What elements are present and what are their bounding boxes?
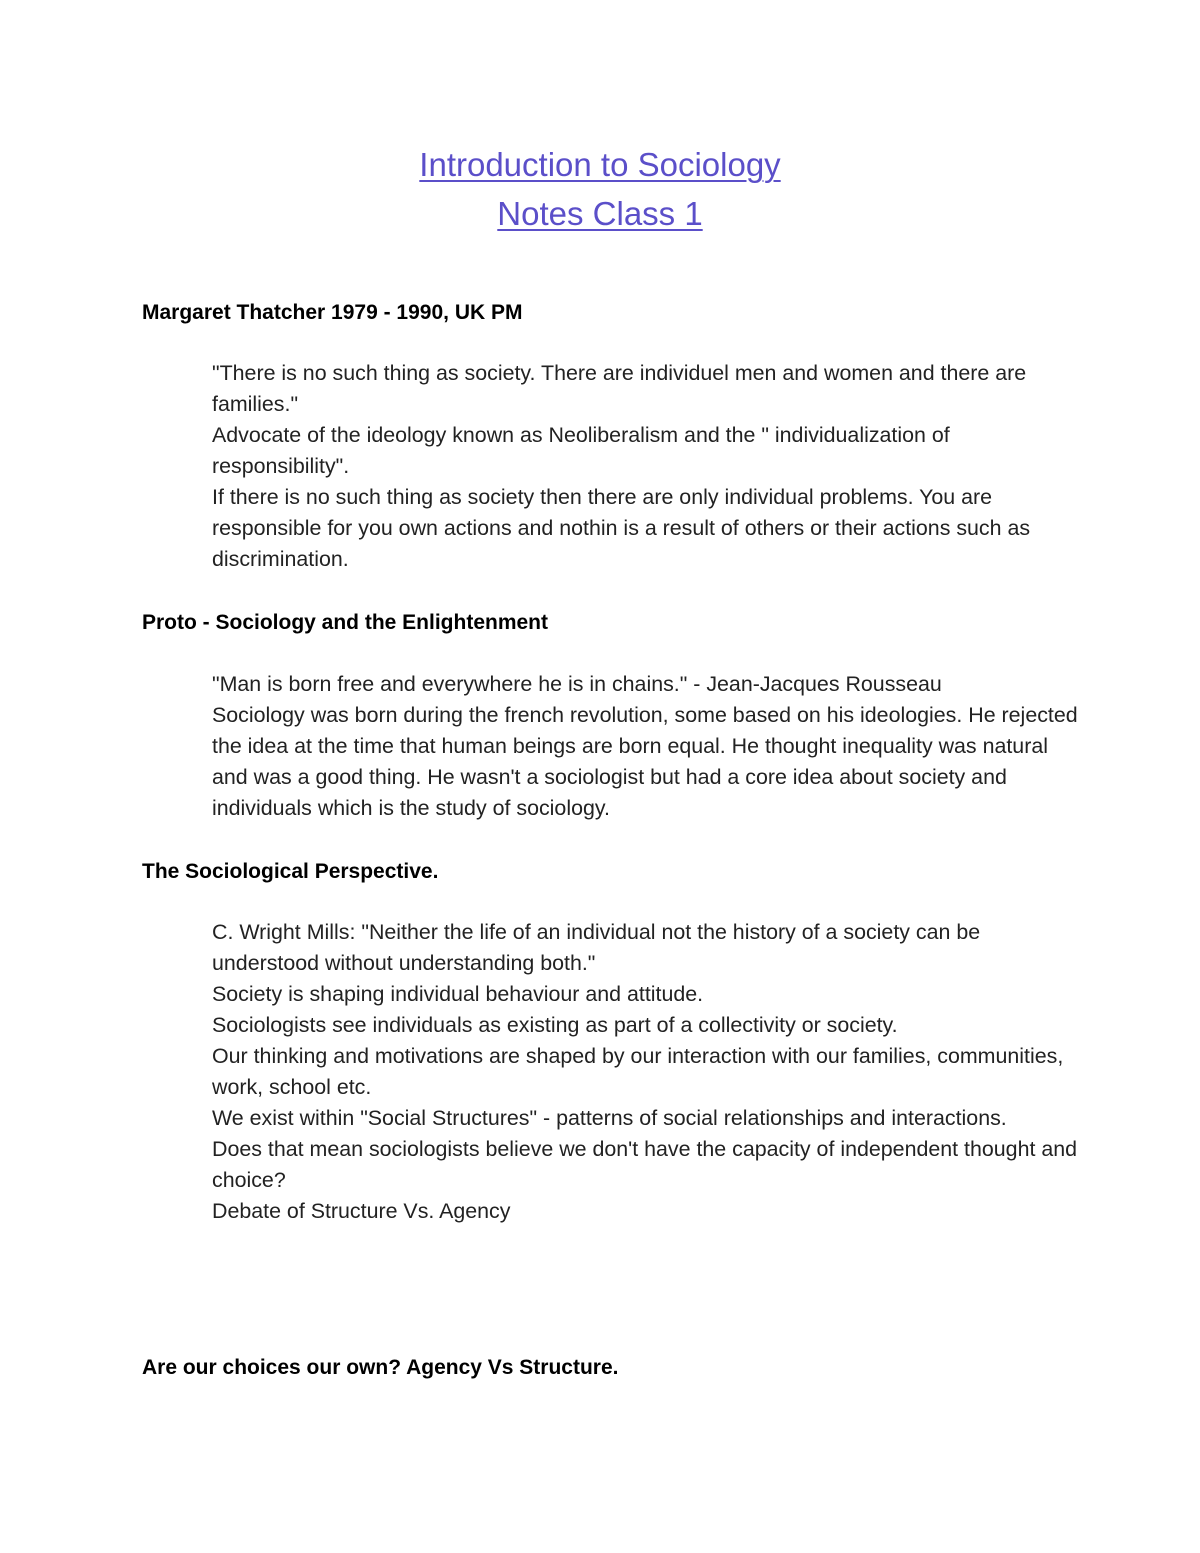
document-title: [0, 140, 1200, 238]
section-heading-enlightenment: Proto - Sociology and the Enlightenment: [142, 611, 549, 634]
paragraph: "Man is born free and everywhere he is in chains." - Jean-Jacques Rousseau: [212, 672, 942, 696]
section-perspective-heading-wrap: [142, 856, 1082, 887]
section-heading-agency: Are our choices our own? Agency Vs Structure.: [142, 1356, 619, 1379]
paragraph: Our thinking and motivations are shaped by our interaction with our families, communities, work, school etc.: [212, 1044, 1064, 1099]
section-thatcher-heading-wrap: [142, 297, 1082, 328]
paragraph: We exist within "Social Structures" - patterns of social relationships and interactions.: [212, 1106, 1007, 1130]
paragraph: C. Wright Mills: "Neither the life of an individual not the history of a society can be understood without understanding both.": [212, 920, 981, 975]
section-heading-perspective: The Sociological Perspective.: [142, 860, 439, 883]
section-heading-thatcher: Margaret Thatcher 1979 - 1990, UK PM: [142, 301, 523, 324]
paragraph: Sociologists see individuals as existing as part of a collectivity or society.: [212, 1013, 898, 1037]
paragraph: Advocate of the ideology known as Neoliberalism and the " individualization of responsibility".: [212, 423, 950, 478]
section-body-enlightenment: [212, 669, 1082, 824]
paragraph: Does that mean sociologists believe we don't have the capacity of independent thought and choice?: [212, 1137, 1078, 1192]
title-line-1: Introduction to Sociology: [419, 146, 781, 183]
section-body-thatcher: [212, 358, 1082, 575]
section-agency-heading-wrap: [142, 1352, 1082, 1383]
title-line-2: Notes Class 1: [497, 195, 703, 232]
paragraph: Society is shaping individual behaviour and attitude.: [212, 982, 704, 1006]
paragraph: Sociology was born during the french revolution, some based on his ideologies. He rejected the idea at the time that human beings are born equal. He thought inequality was natural and was a good thing. He wasn't a sociologist but had a core idea about society and individuals which is the study of sociology.: [212, 703, 1078, 820]
paragraph: If there is no such thing as society then there are only individual problems. You are responsible for you own actions and nothin is a result of others or their actions such as discrimination.: [212, 485, 1031, 571]
section-body-perspective: [212, 917, 1082, 1227]
paragraph: Debate of Structure Vs. Agency: [212, 1199, 511, 1223]
section-enlightenment-heading-wrap: [142, 607, 1082, 638]
paragraph: "There is no such thing as society. There are individuel men and women and there are families.": [212, 361, 1027, 416]
